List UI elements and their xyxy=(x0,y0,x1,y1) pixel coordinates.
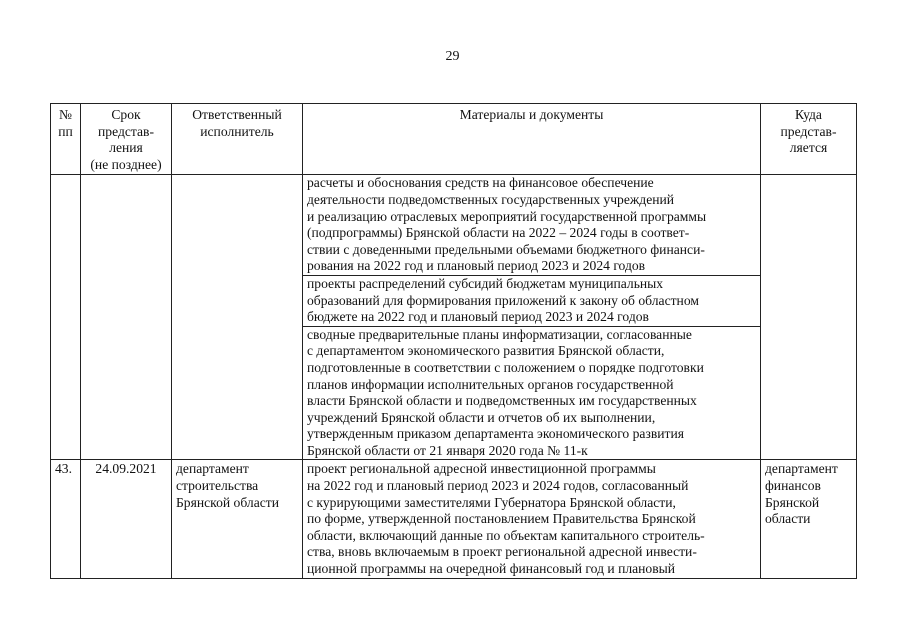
continuation-deadline-cell xyxy=(81,175,172,460)
row-43-deadline: 24.09.2021 xyxy=(81,460,172,578)
continuation-destination-cell xyxy=(761,175,857,460)
page-number: 29 xyxy=(445,49,460,64)
header-destination: Куда представ- ляется xyxy=(761,104,857,175)
header-deadline: Срок представ- ления (не позднее) xyxy=(81,104,172,175)
row-43-executor: департамент строительства Брянской области xyxy=(172,460,303,578)
document-table xyxy=(50,103,857,579)
row-43-num: 43. xyxy=(51,460,81,578)
header-num: № пп xyxy=(51,104,81,175)
materials-block-3: сводные предварительные планы информатизации, согласованные с департаментом экономического развития Брянской области, подготовленные в соответствии с положением о порядке подготовки планов информации исполнительных органов государственной власти Брянской области и подведомственных им государственных учреждений Брянской области и отчетов об их выполнении, утвержденным приказом департамента экономического развития Брянской области от 21 января 2020 года № 11-к xyxy=(303,326,761,460)
continuation-executor-cell xyxy=(172,175,303,460)
continuation-num-cell xyxy=(51,175,81,460)
materials-block-2: проекты распределений субсидий бюджетам муниципальных образований для формирования приложений к закону об областном бюджете на 2022 год и плановый период 2023 и 2024 годов xyxy=(303,275,761,326)
table-row-43 xyxy=(51,460,857,578)
header-executor: Ответственный исполнитель xyxy=(172,104,303,175)
materials-block-1: расчеты и обоснования средств на финансовое обеспечение деятельности подведомственных государственных учреждений и реализацию отраслевых мероприятий государственной программы (подпрограммы) Брянской области на 2022 – 2024 годы в соответ- ствии с доведенными предельными объемами бюджетного финанси- рования на 2022 год и плановый период 2023 и 2024 годов xyxy=(303,175,761,276)
row-43-destination: департамент финансов Брянской области xyxy=(761,460,857,578)
table-row xyxy=(51,175,857,276)
row-43-materials: проект региональной адресной инвестиционной программы на 2022 год и плановый период 2023 и 2024 годов, согласованный с курирующими заместителями Губернатора Брянской области, по форме, утвержденной постановлением Правительства Брянской области, включающий данные по объектам капитального строитель- ства, вновь включаемым в проект региональной адресной инвести- ционной программы на очередной финансовый год и плановый xyxy=(303,460,761,578)
header-materials: Материалы и документы xyxy=(303,104,761,175)
table-header-row xyxy=(51,104,857,175)
